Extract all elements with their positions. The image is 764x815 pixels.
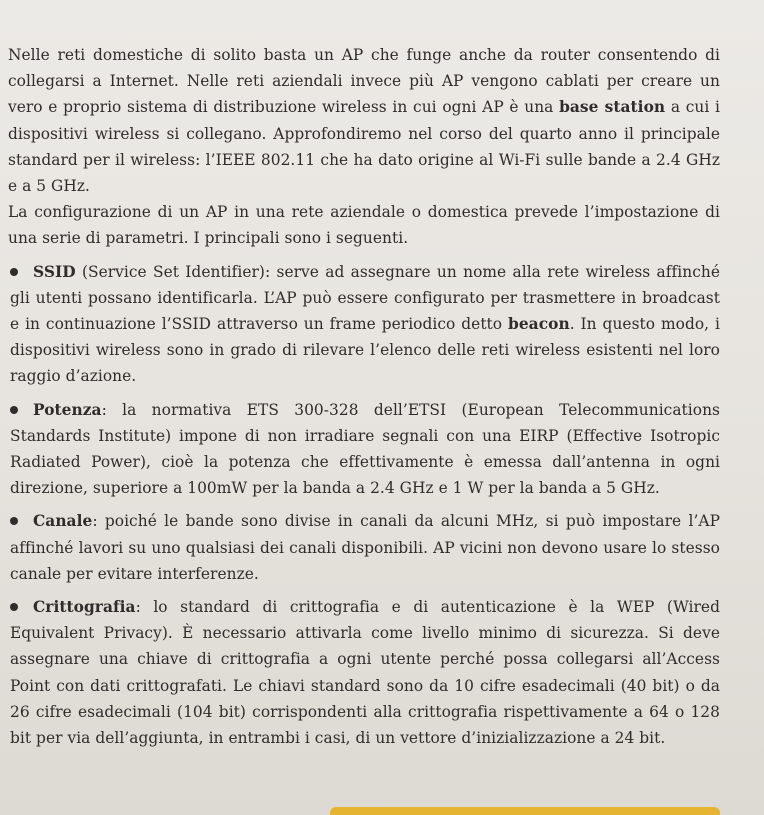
bullet-dot-icon [10,603,18,611]
keyword-beacon: beacon [508,315,570,334]
term-potenza: Potenza [33,400,102,419]
list-item-crittografia [8,594,720,751]
term-crittografia: Crittografia [33,598,136,617]
term-canale: Canale [33,512,93,531]
textbook-page [8,42,720,751]
parameter-list [8,259,720,752]
paragraph-intro [8,42,720,199]
paragraph-configuration: La configurazione di un AP in una rete aziendale o domestica prevede l’impostazione di una serie di parametri. I principali sono i seguenti. [8,203,720,248]
list-item-text [10,508,720,587]
list-item-text [10,594,720,751]
list-item-text [10,259,720,390]
list-item-canale [8,508,720,587]
list-item-text [10,397,720,502]
term-ssid: SSID [33,262,76,281]
ssid-description-b: . In questo modo, i dispositivi wireless sono in grado di rilevare l’elenco delle reti wireless esistenti nel loro raggio d’azione. [10,315,720,386]
list-item-potenza [8,397,720,502]
canale-description: : poiché le bande sono divise in canali da alcuni MHz, si può impostare l’AP affinché lavori su uno qualsiasi dei canali disponibili. AP vicini non devono usare lo stesso canale per evitare interferenze. [10,512,720,583]
bullet-dot-icon [10,268,18,276]
list-item-ssid [8,259,720,390]
ssid-description-a: (Service Set Identifier): serve ad assegnare un nome alla rete wireless affinché gli utenti possano identificarla. L’AP può essere configurato per trasmettere in broadcast e in continuazione l’SSID attraverso un frame periodico detto [10,262,720,334]
bullet-dot-icon [10,406,18,414]
keyword-base-station: base station [559,98,666,117]
paragraph-intro-text-a: Nelle reti domestiche di solito basta un AP che funge anche da router consentendo di collegarsi a Internet. Nelle reti aziendali invece più AP vengono cablati per creare un vero e proprio sistema di distribuzione wireless in cui ogni AP è una [8,46,720,117]
crittografia-description: : lo standard di crittografia e di autenticazione è la WEP (Wired Equivalent Privacy). È necessario attivarla come livello minimo di sicurezza. Si deve assegnare una chiave di crittografia a ogni utente perché possa collegarsi all’Access Point con dati crittografati. Le chiavi standard sono da 10 cifre esadecimali (40 bit) o da 26 cifre esadecimali (104 bit) corrispondenti alla crittografia rispettivamente a 64 o 128 bit per via dell’aggiunta, in entrambi i casi, di un vettore d’inizializzazione a 24 bit. [10,598,720,748]
potenza-description: : la normativa ETS 300-328 dell’ETSI (European Telecommunications Standards Institute) impone di non irradiare segnali con una EIRP (Effective Isotropic Radiated Power), cioè la potenza che effettivamente è emessa dall’antenna in ogni direzione, superiore a 100mW per la banda a 2.4 GHz e 1 W per la banda a 5 GHz. [10,400,720,498]
paragraph-intro-text-c: a cui i dispositivi wireless si collegano. Approfondiremo nel corso del quarto anno il principale standard per il wireless: l’IEEE 802.11 che ha dato origine al Wi-Fi sulle bande a 2.4 GHz e a 5 GHz. [8,98,720,196]
page-footer-highlight-bar [330,807,720,815]
